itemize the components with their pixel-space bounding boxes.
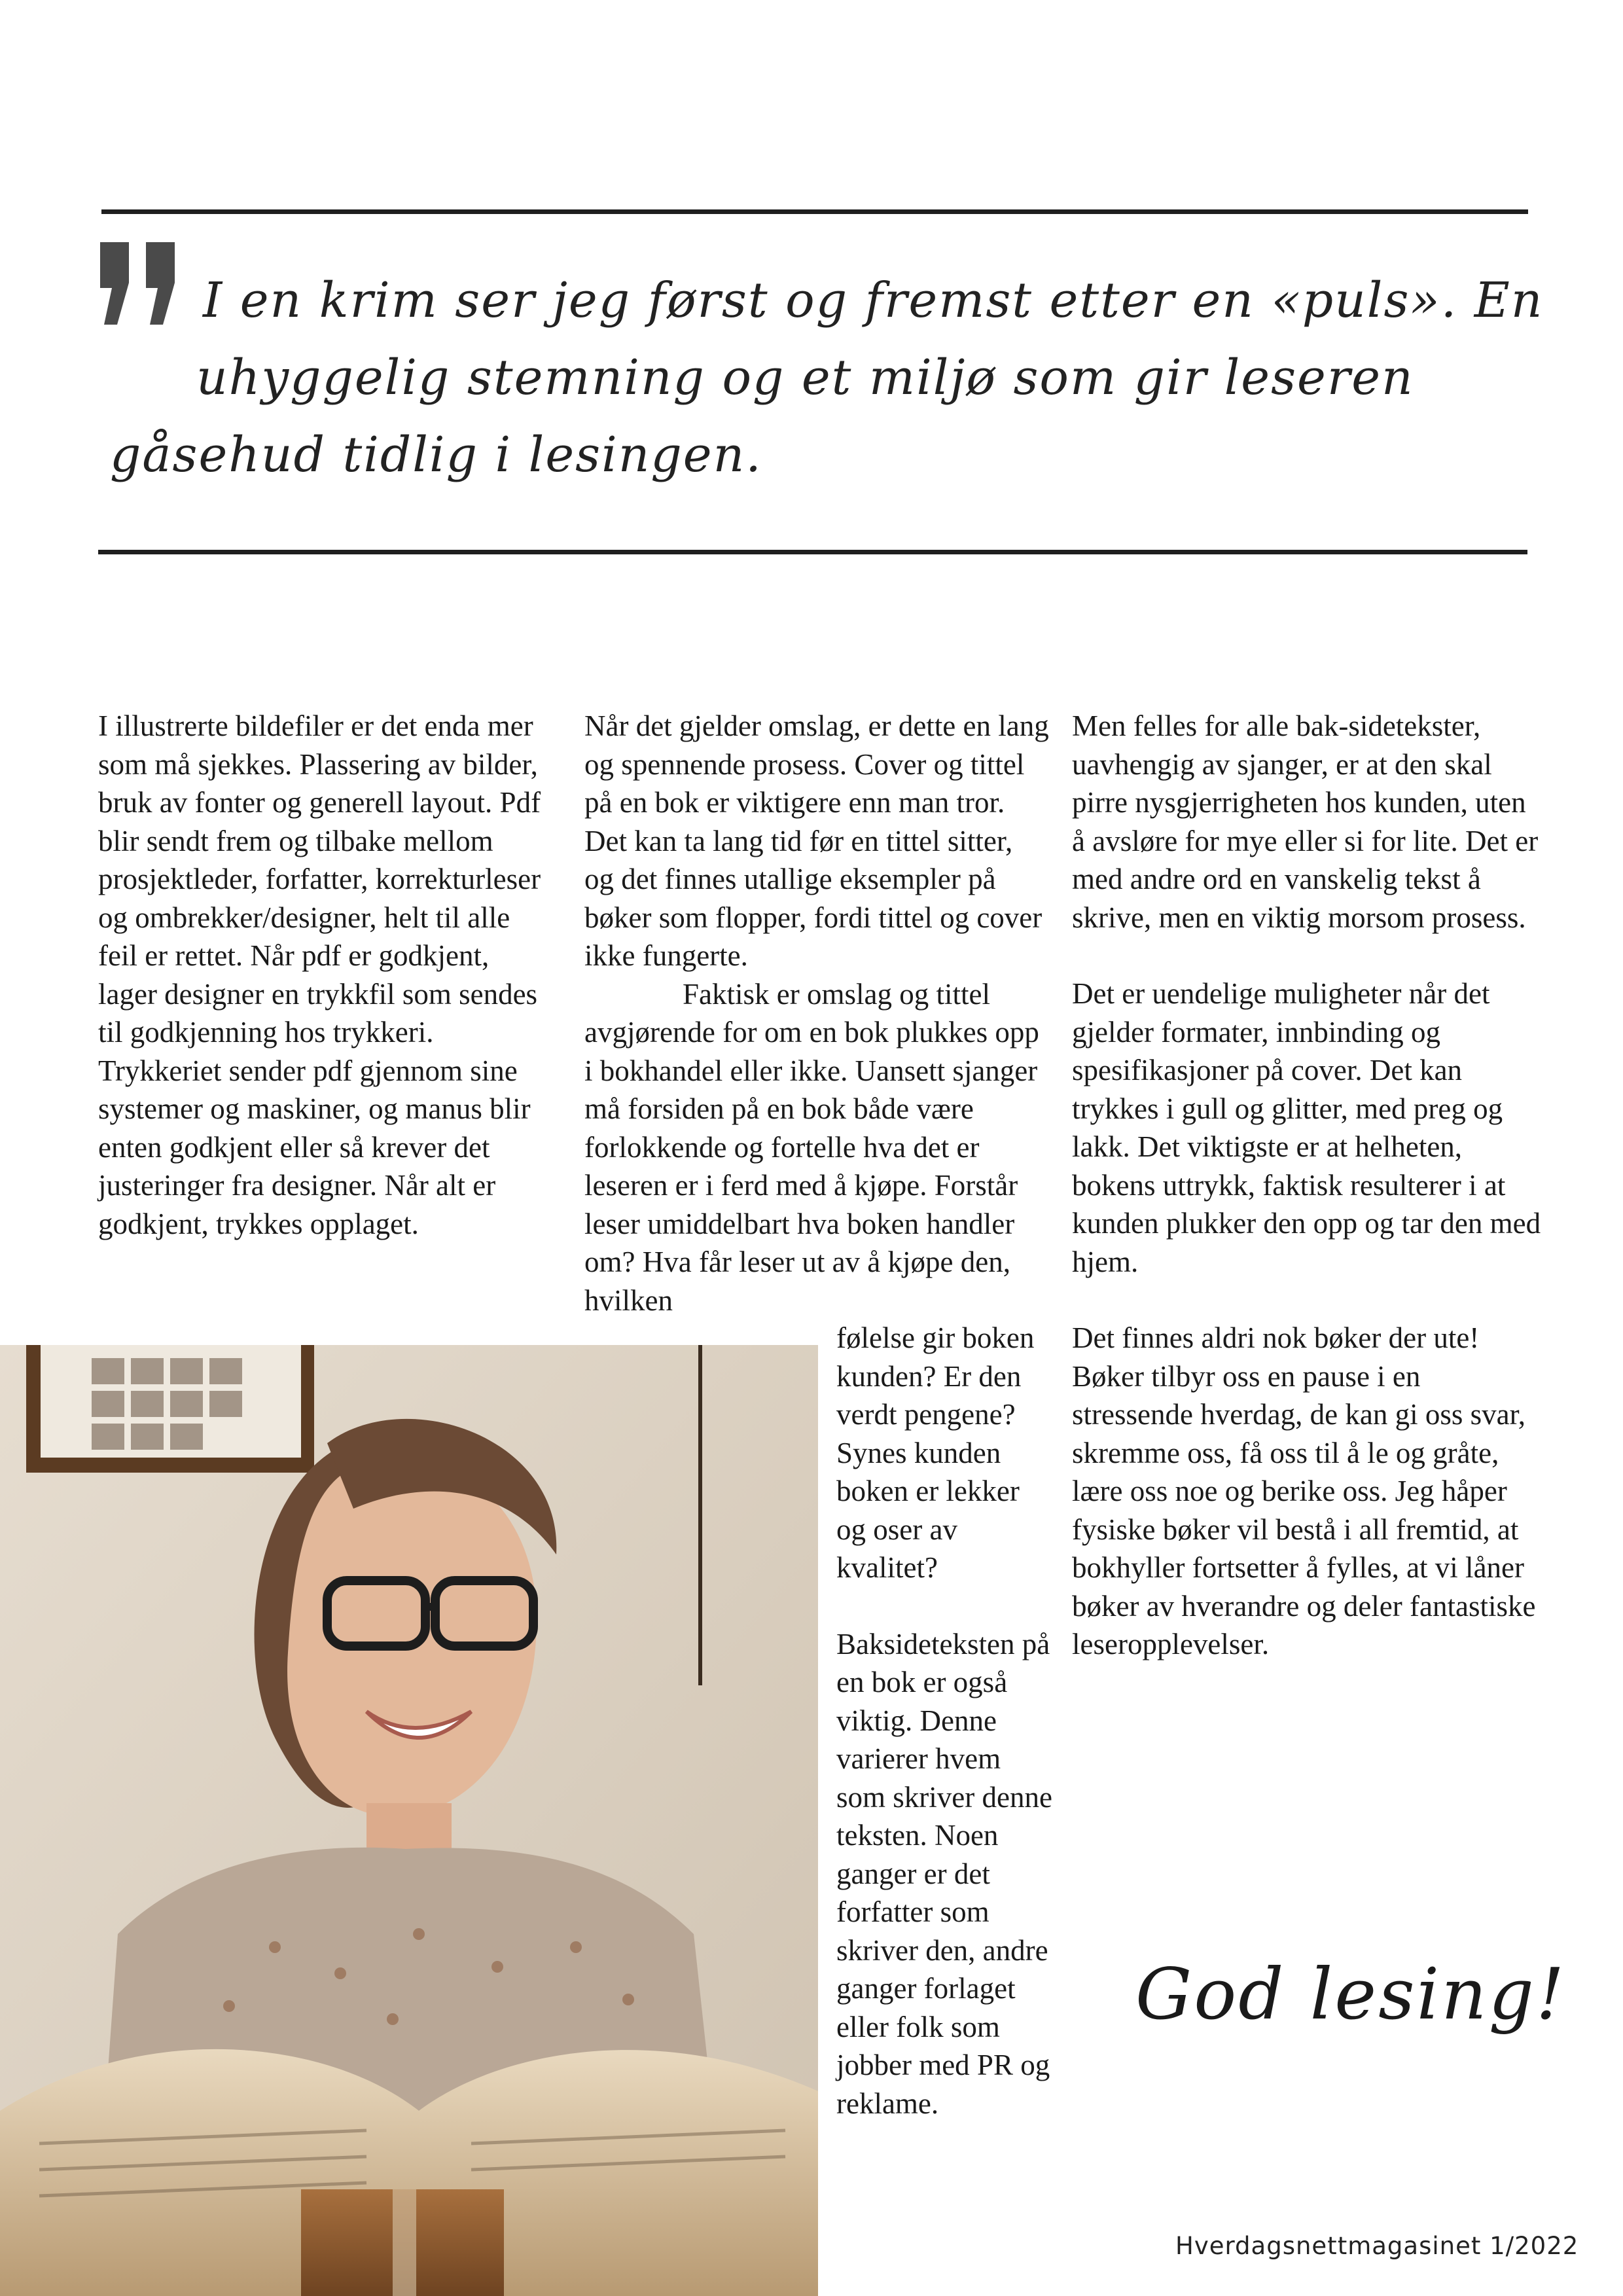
sign-off: God lesing!	[1135, 1954, 1567, 2036]
paragraph: Men felles for alle bak-sidetekster, uavhengig av sjanger, er at den skal pirre nysgjerrigheten hos kunden, uten å avsløre for mye eller si for lite. Det er med andre ord en vanskelig tekst å skrive, men en viktig morsom prosess.	[1072, 709, 1539, 934]
bottom-rule	[98, 550, 1527, 554]
paragraph: Når det gjelder omslag, er dette en lang og spennende prosess. Cover og tittel på en bok er viktigere enn man tror. Det kan ta lang tid før en tittel sitter, og det finnes utallige eksempler på bøker som flopper, fordi tittel og cover ikke fungerte.	[584, 709, 1049, 972]
text-column-2-narrow	[836, 1319, 1056, 2123]
pull-quote-line: uhyggelig stemning og et miljø som gir leseren	[196, 350, 1414, 406]
paragraph: Baksideteksten på en bok er også viktig. Denne varierer hvem som skriver denne teksten. Noen ganger er det forfatter som skriver den, andre ganger forlaget eller folk som jobber med PR og reklame.	[836, 1627, 1052, 2120]
paragraph: Det er uendelige muligheter når det gjelder formater, innbinding og spesifikasjoner på cover. Det kan trykkes i gull og glitter, med preg og lakk. Det viktigste er at helheten, bokens uttrykk, faktisk resulterer i at kunden plukker den opp og tar den med hjem.	[1072, 977, 1541, 1278]
paragraph: følelse gir boken kunden? Er den verdt pengene? Synes kunden boken er lekker og oser av kvalitet?	[836, 1321, 1035, 1584]
paragraph: Faktisk er omslag og tittel avgjørende for om en bok plukkes opp i bokhandel eller ikke. Uansett sjanger må forsiden på en bok både være forlokkende og fortelle hva det er leseren er i ferd med å kjøpe. Forstår leser umiddelbart hva boken handler om? Hva får leser ut av å kjøpe den, hvilken	[584, 977, 1039, 1317]
text-column-2	[584, 707, 1049, 1319]
pull-quote	[105, 262, 1544, 493]
pull-quote-line: gåsehud tidlig i lesingen.	[110, 427, 762, 483]
text-column-1	[98, 707, 543, 1243]
paragraph: I illustrerte bildefiler er det enda mer som må sjekkes. Plassering av bilder, bruk av fonter og generell layout. Pdf blir sendt frem og tilbake mellom prosjektleder, forfatter, korrekturleser og ombrekker/designer, helt til alle feil er rettet. Når pdf er godkjent, lager designer en trykkfil som sendes til godkjenning hos trykkeri. Trykkeriet sender pdf gjennom sine systemer og maskiner, og manus blir enten godkjent eller så krever det justeringer fra designer. Når alt er godkjent, trykkes opplaget.	[98, 709, 541, 1240]
top-rule	[101, 209, 1528, 214]
paragraph: Det finnes aldri nok bøker der ute! Bøker tilbyr oss en pause i en stressende hverdag, de kan gi oss svar, skremme oss, få oss til å le og gråte, lære oss noe og berike oss. Jeg håper fysiske bøker vil bestå i all fremtid, at bokhyller fortsetter å fylles, at vi låner bøker av hverandre og deler fantastiske leseropplevelser.	[1072, 1321, 1536, 1660]
text-column-3	[1072, 707, 1543, 1664]
page-footer: Hverdagsnettmagasinet 1/2022	[1175, 2232, 1579, 2260]
woman-reading-photo	[0, 1345, 818, 2296]
pull-quote-line: I en krim ser jeg først og fremst etter en «puls». En	[203, 272, 1544, 329]
